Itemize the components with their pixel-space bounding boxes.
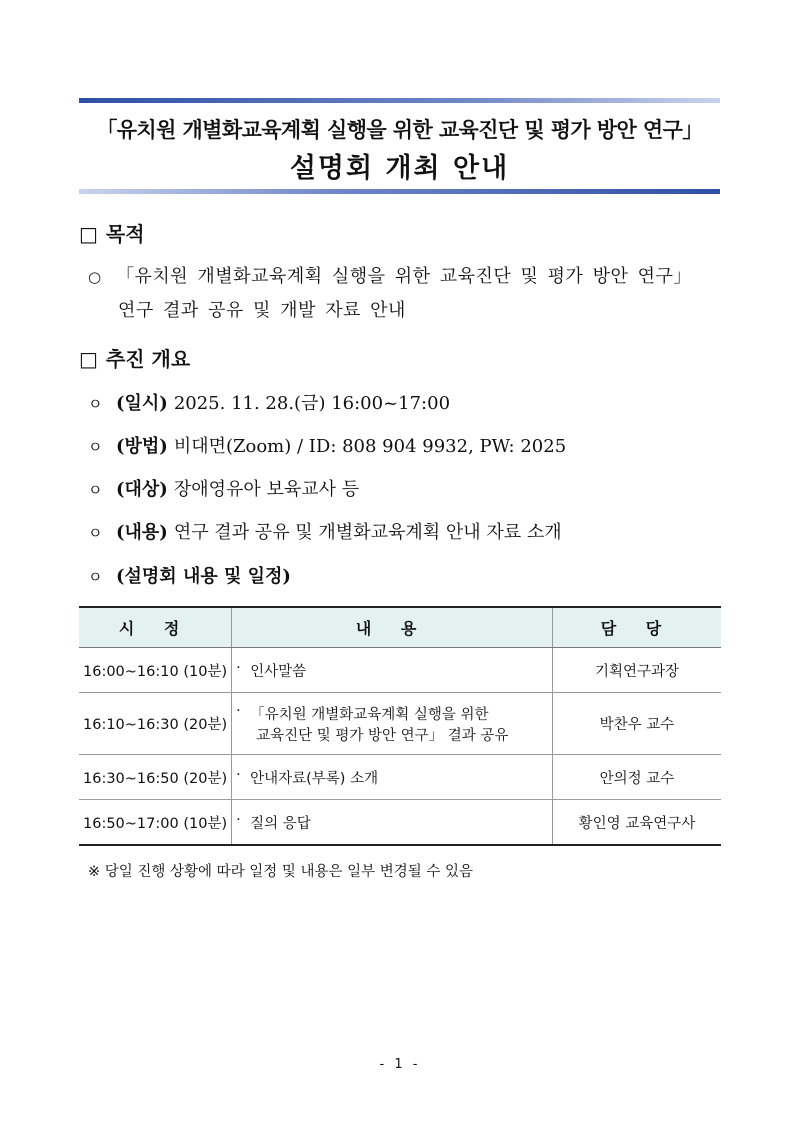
page-number: - 1 -	[379, 1057, 421, 1072]
row-content-text: 인사말씀	[250, 663, 307, 680]
purpose-line-2: 연구 결과 공유 및 개발 자료 안내	[118, 300, 406, 321]
row-person: 안의정 교수	[553, 755, 722, 800]
circle-bullet-icon: ㅇ	[88, 568, 103, 586]
row-person: 기획연구과장	[553, 648, 722, 693]
checkbox-square-icon: □	[79, 347, 98, 371]
document-title: 「유치원 개별화교육계획 실행을 위한 교육진단 및 평가 방안 연구」	[96, 118, 703, 142]
row-time: 16:30~16:50 (20분)	[79, 755, 232, 800]
title-top-rule	[79, 98, 720, 103]
column-header-person: 담 당	[553, 607, 722, 648]
circle-bullet-icon: ㅇ	[88, 395, 103, 413]
overview-key: (방법)	[116, 436, 168, 457]
row-time: 16:10~16:30 (20분)	[79, 693, 232, 755]
change-notice: ※ 당일 진행 상황에 따라 일정 및 내용은 일부 변경될 수 있음	[88, 864, 474, 880]
row-content	[232, 800, 553, 846]
circle-bullet-icon: ㅇ	[88, 438, 103, 456]
table-row	[79, 648, 721, 693]
section-purpose-heading	[79, 218, 145, 247]
dot-bullet-icon: ·	[236, 766, 241, 783]
dot-bullet-icon: ·	[236, 702, 241, 719]
schedule-table	[79, 606, 721, 846]
table-row	[79, 800, 721, 846]
row-person: 황인영 교육연구사	[553, 800, 722, 846]
overview-item-content	[88, 518, 562, 544]
table-row	[79, 693, 721, 755]
row-content-text: 안내자료(부록) 소개	[250, 770, 379, 787]
purpose-line-1: 「유치원 개별화교육계획 실행을 위한 교육진단 및 평가 방안 연구」	[116, 266, 692, 287]
overview-key: (내용)	[116, 522, 168, 543]
row-content-text-2: 교육진단 및 평가 방안 연구」 결과 공유	[256, 727, 509, 744]
overview-key: (설명회 내용 및 일정)	[116, 566, 291, 587]
row-content	[232, 648, 553, 693]
row-content-text: 질의 응답	[250, 815, 311, 832]
overview-value: 연구 결과 공유 및 개별화교육계획 안내 자료 소개	[173, 522, 562, 543]
column-header-time: 시 정	[79, 607, 232, 648]
document-subtitle: 설명회 개최 안내	[289, 153, 510, 184]
overview-value: 비대면(Zoom) / ID: 808 904 9932, PW: 2025	[173, 436, 567, 457]
overview-item-date	[88, 389, 450, 415]
dot-bullet-icon: ·	[236, 811, 241, 828]
overview-value: 2025. 11. 28.(금) 16:00~17:00	[173, 393, 451, 414]
title-bottom-rule	[79, 189, 720, 194]
table-row	[79, 755, 721, 800]
overview-item-method	[88, 432, 566, 458]
section-overview-heading	[79, 343, 190, 372]
row-content-text: 「유치원 개별화교육계획 실행을 위한	[250, 706, 489, 723]
circle-bullet-icon: ㅇ	[88, 524, 103, 542]
circle-bullet-icon: ㅇ	[88, 481, 103, 499]
section-purpose-label: 목적	[105, 222, 145, 246]
row-time: 16:00~16:10 (10분)	[79, 648, 232, 693]
dot-bullet-icon: ·	[236, 659, 241, 676]
row-time: 16:50~17:00 (10분)	[79, 800, 232, 846]
row-content	[232, 755, 553, 800]
section-overview-label: 추진 개요	[105, 347, 191, 371]
overview-key: (대상)	[116, 479, 168, 500]
overview-value: 장애영유아 보육교사 등	[173, 479, 360, 500]
row-content	[232, 693, 553, 755]
overview-item-schedule	[88, 562, 297, 588]
checkbox-square-icon: □	[79, 222, 98, 246]
table-header-row	[79, 607, 721, 648]
overview-item-target	[88, 475, 359, 501]
row-person: 박찬우 교수	[553, 693, 722, 755]
column-header-content: 내 용	[232, 607, 553, 648]
purpose-item	[88, 262, 692, 288]
circle-bullet-icon: ○	[88, 268, 102, 286]
overview-key: (일시)	[116, 393, 168, 414]
